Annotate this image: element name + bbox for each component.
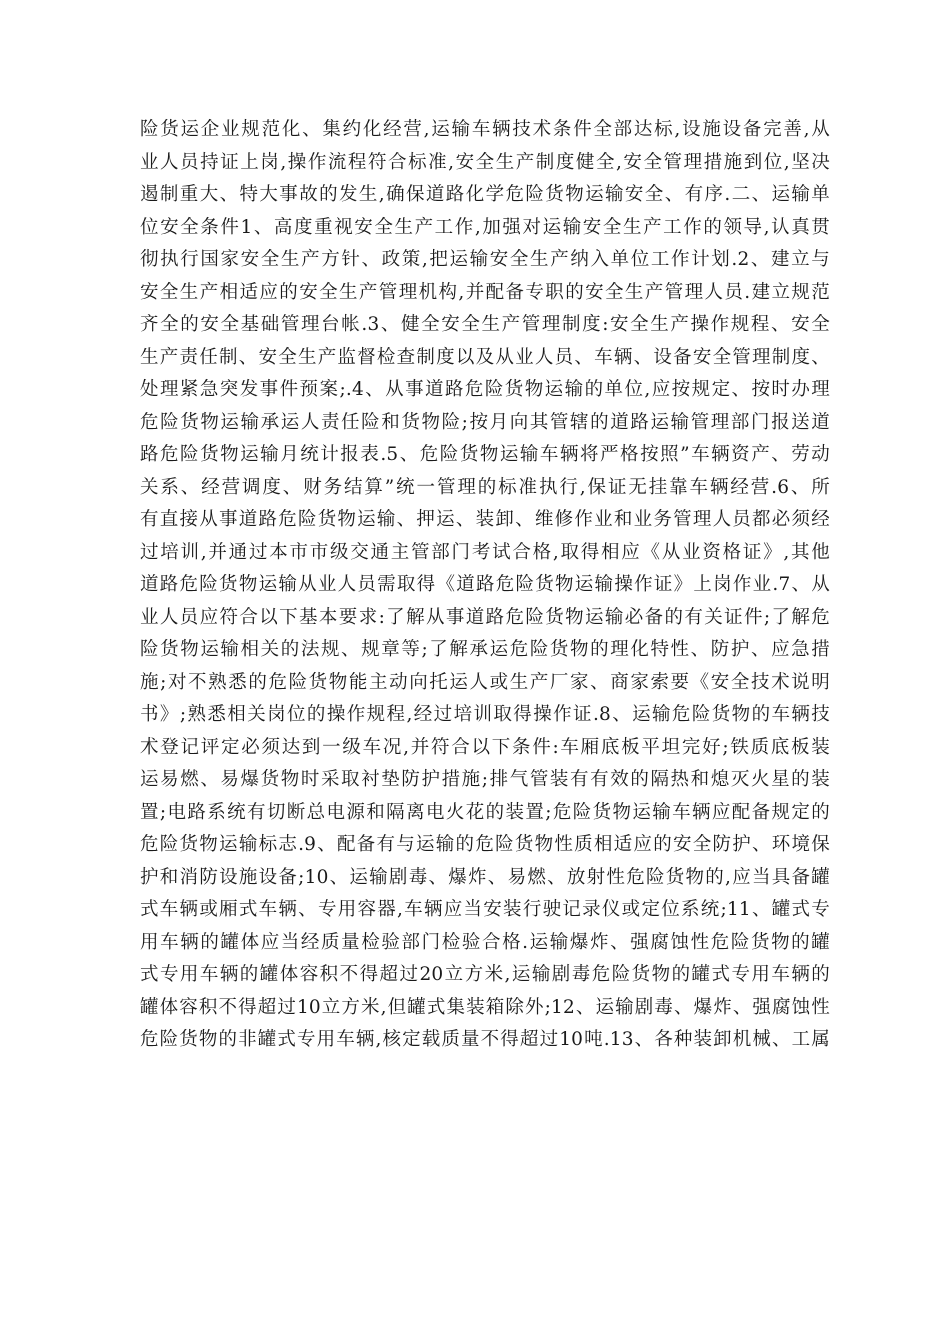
text-line: 业人员应符合以下基本要求:了解从事道路危险货物运输必备的有关证件;了解危 (140, 606, 830, 628)
text-line: 位安全条件1、高度重视安全生产工作,加强对运输安全生产工作的领导,认真贯 (140, 216, 830, 238)
text-line: 施;对不熟悉的危险货物能主动向托运人或生产厂家、商家索要《安全技术说明 (140, 671, 830, 693)
text-line: 处理紧急突发事件预案;.4、从事道路危险货物运输的单位,应按规定、按时办理 (140, 379, 830, 400)
text-line: 式专用车辆的罐体容积不得超过20立方米,运输剧毒危险货物的罐式专用车辆的 (140, 964, 830, 985)
text-line: 置;电路系统有切断总电源和隔离电火花的装置;危险货物运输车辆应配备规定的 (140, 801, 830, 823)
text-line: 用车辆的罐体应当经质量检验部门检验合格.运输爆炸、强腐蚀性危险货物的罐 (140, 931, 830, 953)
text-line: 路危险货物运输月统计报表.5、危险货物运输车辆将严格按照”车辆资产、劳动 (140, 444, 830, 465)
text-line: 有直接从事道路危险货物运输、押运、装卸、维修作业和业务管理人员都必须经 (140, 509, 830, 530)
text-line: 危险货物的非罐式专用车辆,核定载质量不得超过10吨.13、各种装卸机械、工属 (140, 1029, 830, 1050)
text-line: 业人员持证上岗,操作流程符合标准,安全生产制度健全,安全管理措施到位,坚决 (140, 151, 830, 173)
text-line: 险货物运输相关的法规、规章等;了解承运危险货物的理化特性、防护、应急措 (140, 639, 830, 660)
text-line: 险货运企业规范化、集约化经营,运输车辆技术条件全部达标,设施设备完善,从 (140, 119, 830, 140)
text-line: 遏制重大、特大事故的发生,确保道路化学危险货物运输安全、有序.二、运输单 (140, 184, 830, 205)
text-line: 过培训,并通过本市市级交通主管部门考试合格,取得相应《从业资格证》,其他 (140, 541, 830, 563)
text-line: 危险货物运输承运人责任险和货物险;按月向其管辖的道路运输管理部门报送道 (140, 411, 830, 433)
text-line: 道路危险货物运输从业人员需取得《道路危险货物运输操作证》上岗作业.7、从 (140, 574, 830, 595)
text-line: 式车辆或厢式车辆、专用容器,车辆应当安装行驶记录仪或定位系统;11、罐式专 (140, 899, 830, 920)
text-line: 术登记评定必须达到一级车况,并符合以下条件:车厢底板平坦完好;铁质底板装 (140, 736, 830, 758)
text-line: 齐全的安全基础管理台帐.3、健全安全生产管理制度:安全生产操作规程、安全 (140, 314, 830, 335)
text-line: 生产责任制、安全生产监督检查制度以及从业人员、车辆、设备安全管理制度、 (140, 346, 830, 368)
body-text (140, 114, 830, 1057)
text-line: 彻执行国家安全生产方针、政策,把运输安全生产纳入单位工作计划.2、建立与 (140, 249, 830, 270)
text-line: 关系、经营调度、财务结算”统一管理的标准执行,保证无挂靠车辆经营.6、所 (140, 476, 830, 498)
text-line: 危险货物运输标志.9、配备有与运输的危险货物性质相适应的安全防护、环境保 (140, 834, 830, 855)
text-line: 运易燃、易爆货物时采取衬垫防护措施;排气管装有有效的隔热和熄灭火星的装 (140, 769, 830, 790)
text-line: 护和消防设施设备;10、运输剧毒、爆炸、易燃、放射性危险货物的,应当具备罐 (140, 866, 830, 888)
text-line: 书》;熟悉相关岗位的操作规程,经过培训取得操作证.8、运输危险货物的车辆技 (140, 704, 830, 725)
text-line: 罐体容积不得超过10立方米,但罐式集装箱除外;12、运输剧毒、爆炸、强腐蚀性 (140, 996, 830, 1018)
text-line: 安全生产相适应的安全生产管理机构,并配备专职的安全生产管理人员.建立规范 (140, 281, 830, 303)
